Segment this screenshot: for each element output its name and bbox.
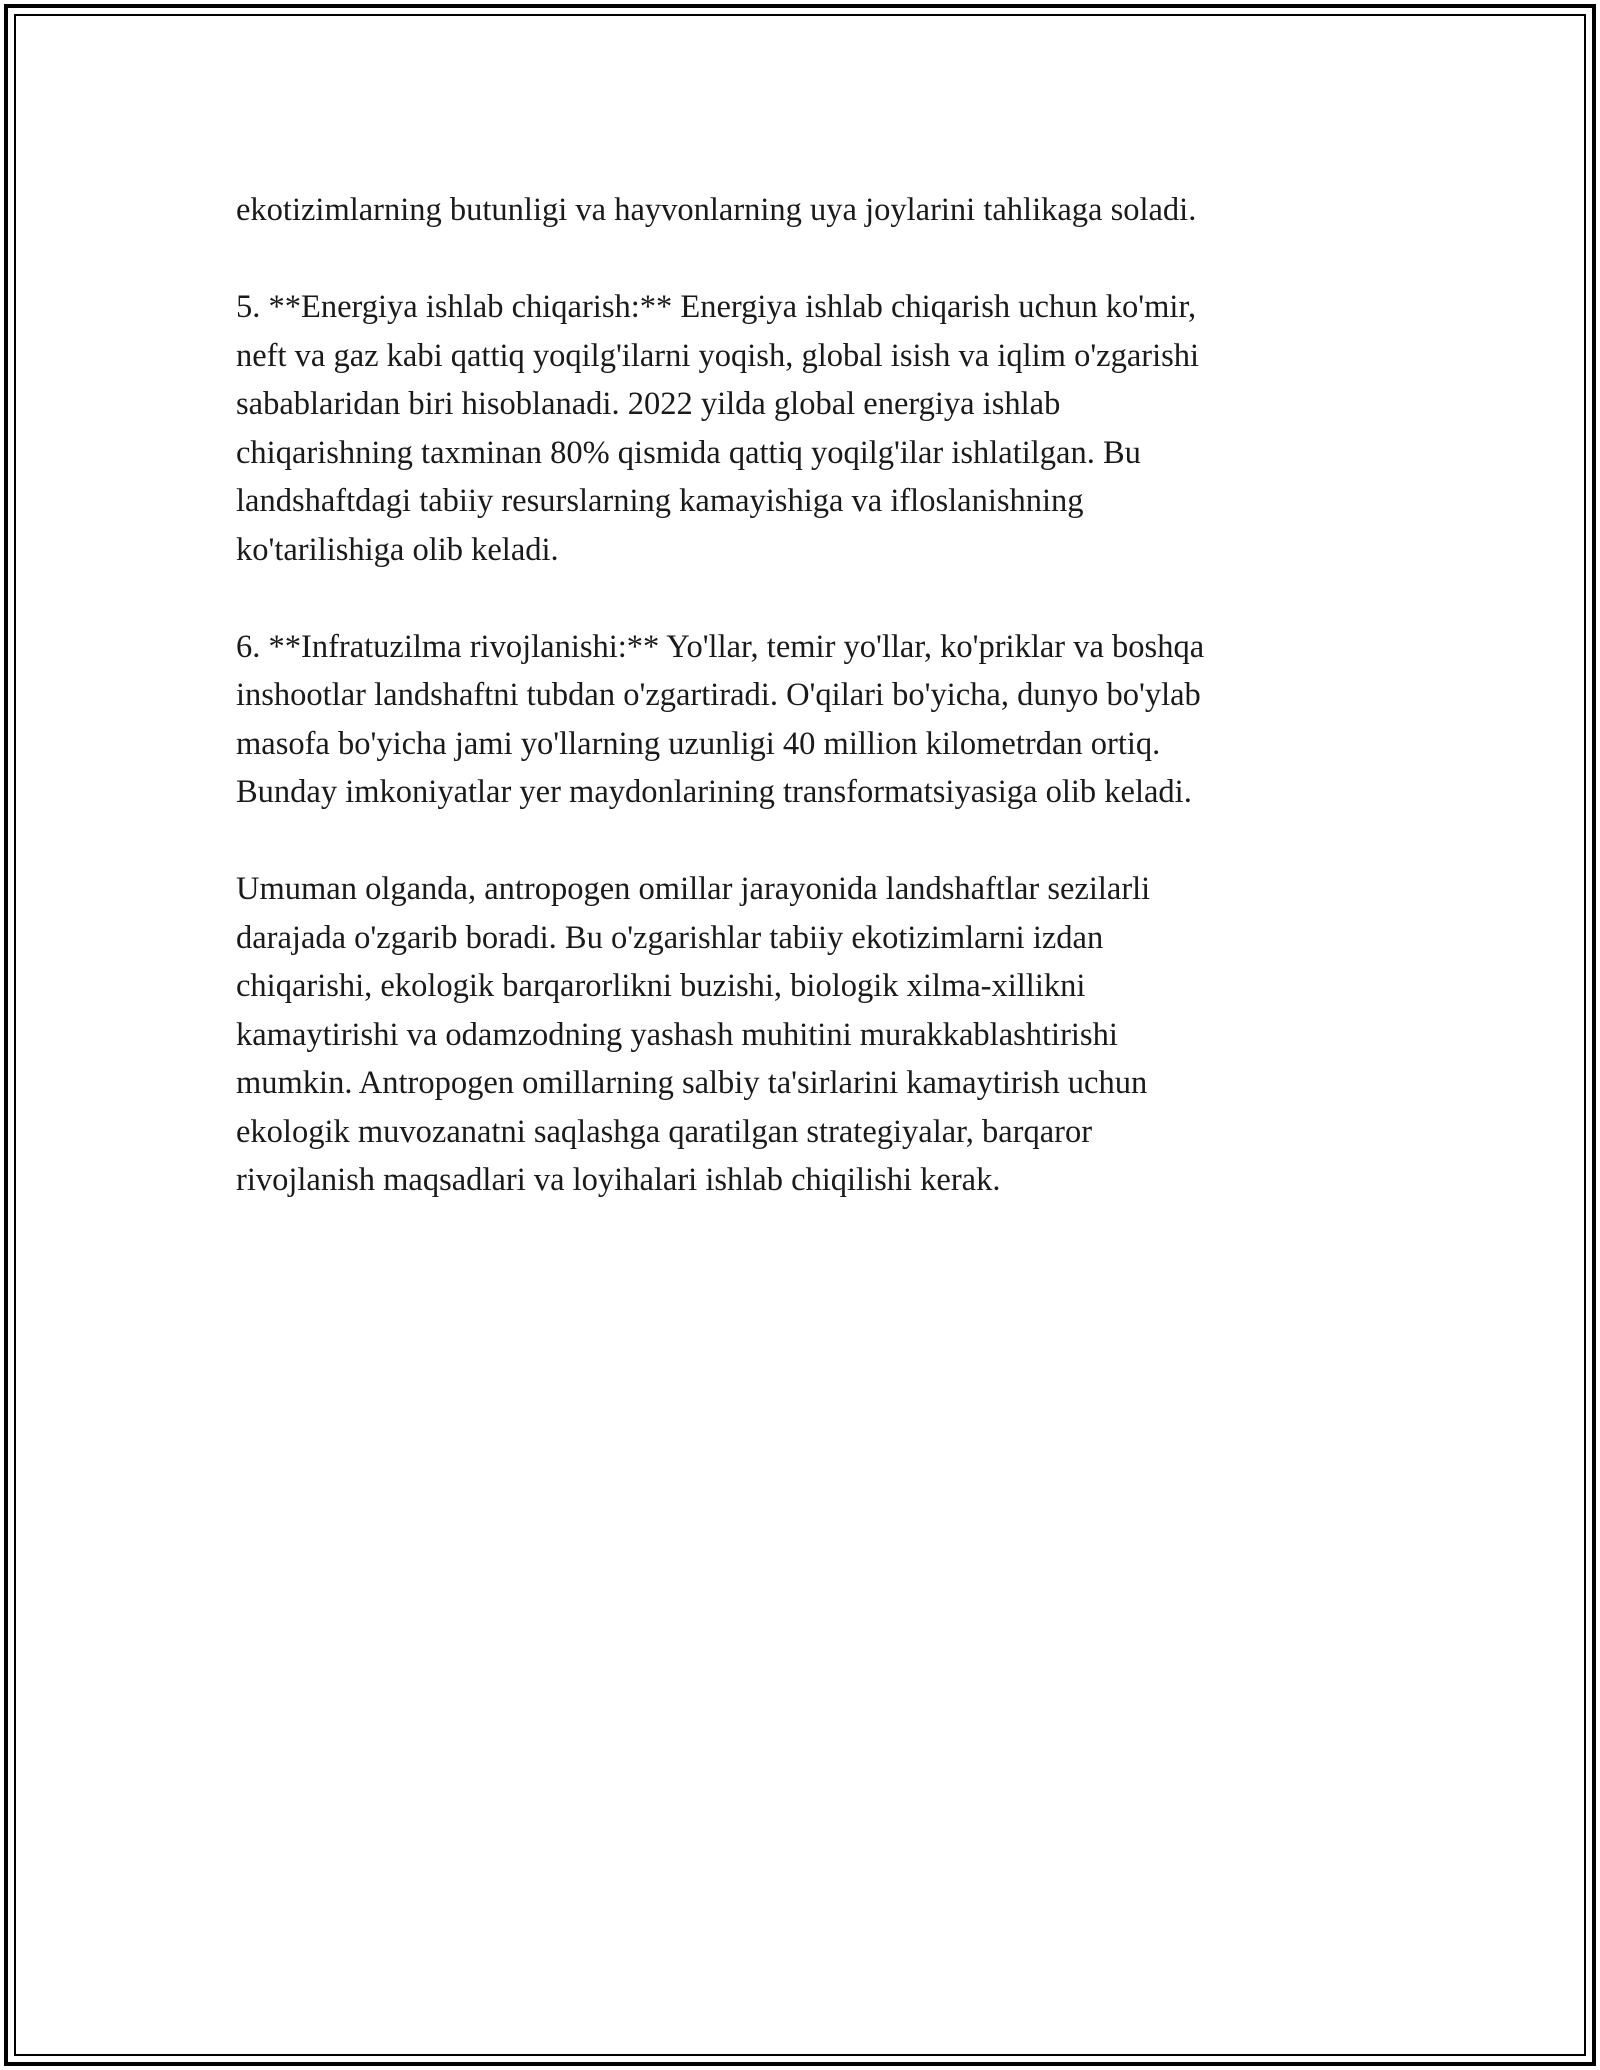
document-body	[236, 186, 1376, 1205]
paragraph-infrastructure: 6. **Infratuzilma rivojlanishi:** Yo'llar, temir yo'llar, ko'priklar va boshqa inshootlar landshaftni tubdan o'zgartiradi. O'qilari bo'yicha, dunyo bo'ylab masofa bo'yicha jami yo'llarning uzunligi 40 million kilometrdan ortiq. Bunday imkoniyatlar yer maydonlarining transformatsiyasiga olib keladi.	[236, 628, 1205, 810]
paragraph-continuation: ekotizimlarning butunligi va hayvonlarning uya joylarini tahlikaga soladi.	[236, 192, 1197, 228]
paragraph-energy-production: 5. **Energiya ishlab chiqarish:** Energiya ishlab chiqarish uchun ko'mir, neft va gaz kabi qattiq yoqilg'ilarni yoqish, global isish va iqlim o'zgarishi sabablaridan biri hisoblanadi. 2022 yilda global energiya ishlab chiqarishning taxminan 80% qismida qattiq yoqilg'ilar ishlatilgan. Bu landshaftdagi tabiiy resurslarning kamayishiga va ifloslanishning ko'tarilishiga olib keladi.	[236, 289, 1200, 568]
paragraph-conclusion: Umuman olganda, antropogen omillar jarayonida landshaftlar sezilarli darajada o'zgarib boradi. Bu o'zgarishlar tabiiy ekotizimlarni izdan chiqarishi, ekologik barqarorlikni buzishi, biologik xilma-xillikni kamaytirishi va odamzodning yashash muhitini murakkablashtirishi mumkin. Antropogen omillarning salbiy ta'sirlarini kamaytirish uchun ekologik muvozanatni saqlashga qaratilgan strategiyalar, barqaror rivojlanish maqsadlari va loyihalari ishlab chiqilishi kerak.	[236, 871, 1151, 1198]
